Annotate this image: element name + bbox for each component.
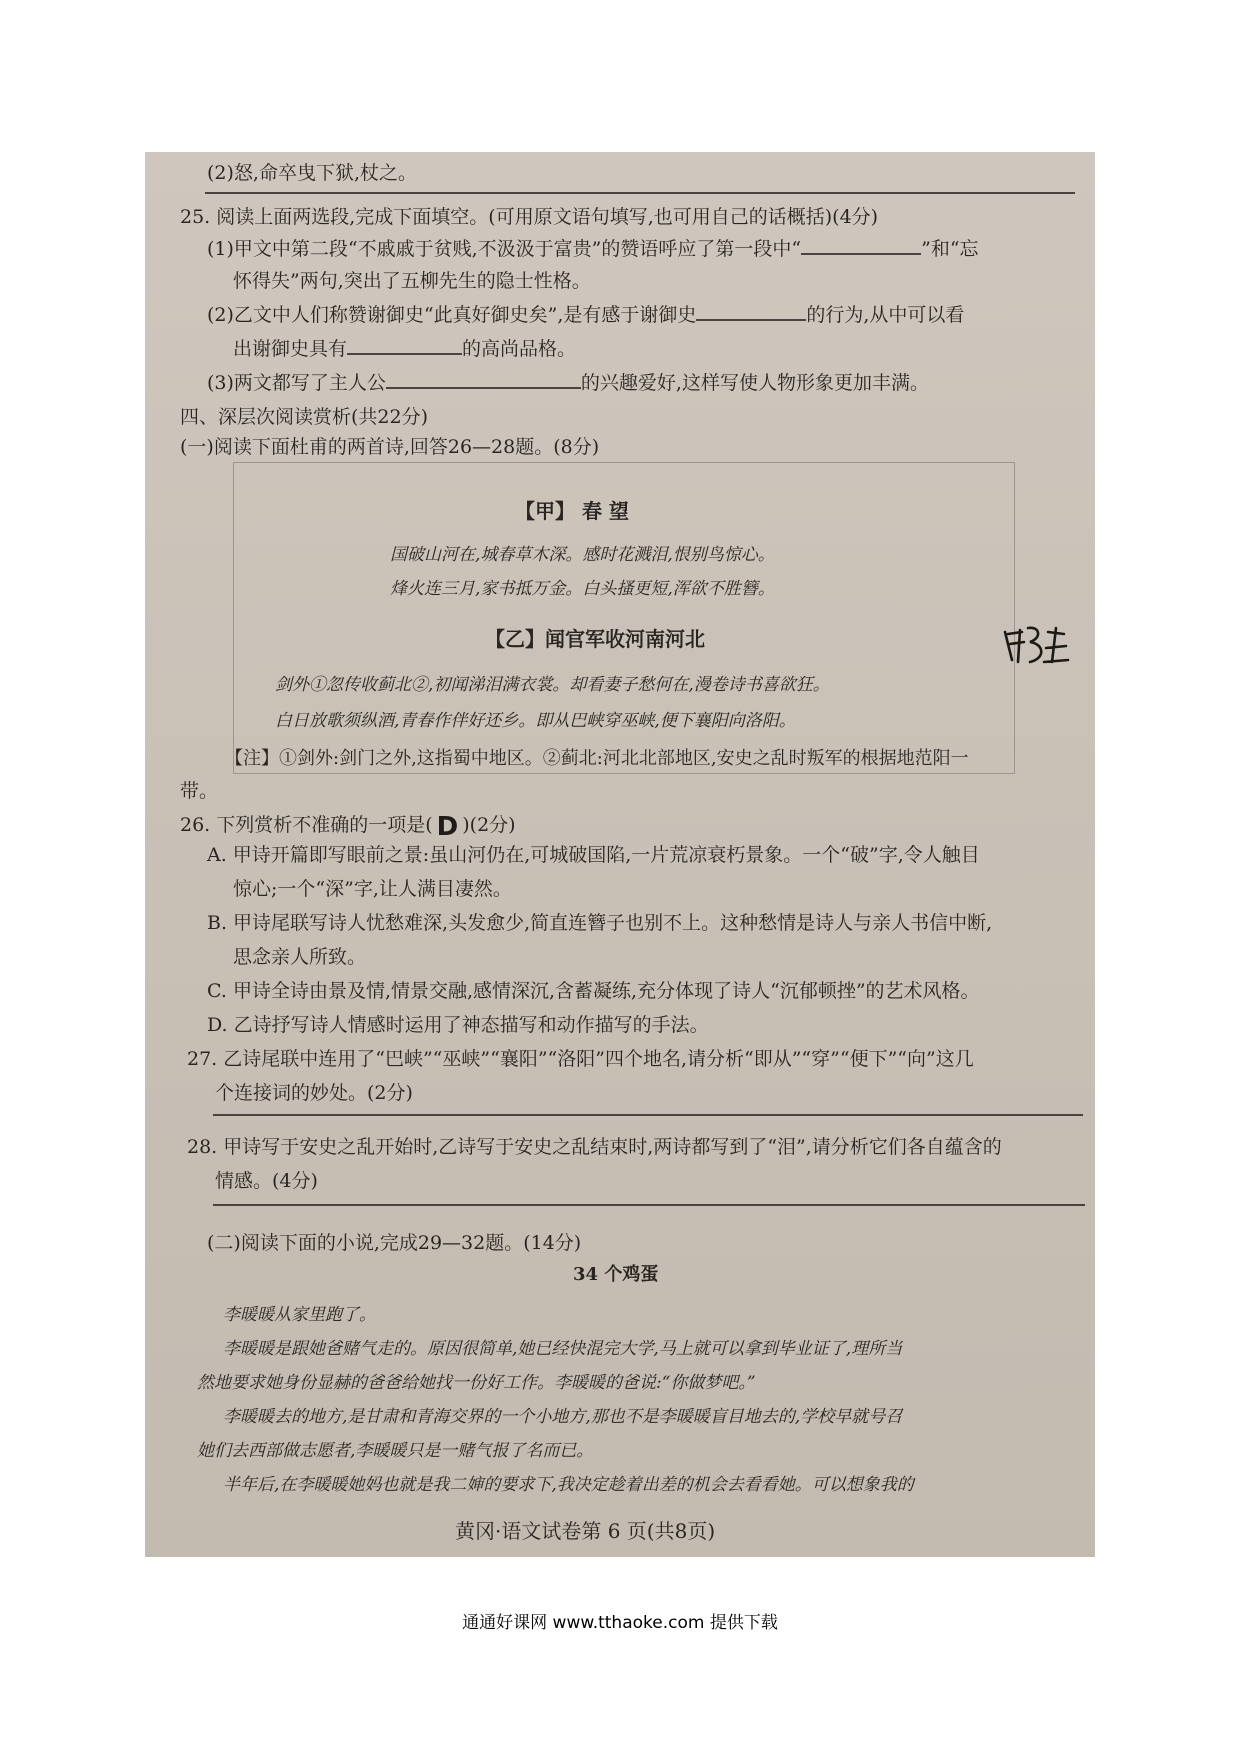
story-title: 34 个鸡蛋 — [573, 1264, 659, 1285]
text-span: (3)两文都写了主人公 — [207, 372, 386, 394]
section-subheading: (一)阅读下面杜甫的两首诗,回答26—28题。(8分) — [180, 436, 600, 458]
text-span: (2)乙文中人们称赞谢御史“此真好御史矣”,是有感于谢御史 — [207, 304, 697, 326]
answer-line — [213, 1204, 1085, 1206]
option-a-cont: 惊心;一个“深”字,让人满目凄然。 — [233, 878, 512, 900]
option-b: B. 甲诗尾联写诗人忧愁难深,头发愈少,简直连簪子也别不上。这种愁情是诗人与亲人书信中断, — [207, 912, 993, 934]
fill-blank[interactable] — [386, 386, 581, 389]
story-paragraph: 半年后,在李暖暖她妈也就是我二婶的要求下,我决定趁着出差的机会去看看她。可以想象我的 — [223, 1475, 914, 1495]
story-paragraph: 李暖暖是跟她爸赌气走的。原因很简单,她已经快混完大学,马上就可以拿到毕业证了,理所当 — [223, 1339, 903, 1359]
text-line: 怀得失”两句,突出了五柳先生的隐士性格。 — [233, 270, 591, 292]
section-heading: 四、深层次阅读赏析(共22分) — [180, 406, 429, 428]
text-span: (1)甲文中第二段“不戚戚于贫贱,不汲汲于富贵”的赞语呼应了第一段中“ — [207, 238, 802, 260]
question-25-3 — [207, 370, 929, 396]
question-27: 27. 乙诗尾联中连用了“巴峡”“巫峡”“襄阳”“洛阳”四个地名,请分析“即从”“穿”“便下”“向”这几 — [187, 1048, 974, 1070]
text-span: 26. 下列赏析不准确的一项是( — [180, 814, 433, 836]
fill-blank[interactable] — [696, 318, 806, 321]
text-line: (2)怒,命卒曳下狱,杖之。 — [207, 162, 417, 184]
option-d: D. 乙诗抒写诗人情感时运用了神态描写和动作描写的手法。 — [207, 1014, 709, 1036]
exam-page-photo — [145, 152, 1095, 1557]
text-span: 出谢御史具有 — [233, 338, 348, 360]
text-span: ”和“忘 — [921, 238, 979, 260]
section-subheading: (二)阅读下面的小说,完成29—32题。(14分) — [207, 1232, 582, 1254]
answer-line — [213, 1114, 1083, 1116]
story-paragraph: 李暖暖从家里跑了。 — [223, 1305, 376, 1325]
handwritten-answer: D — [436, 812, 459, 842]
text-line: 个连接词的妙处。(2分) — [215, 1082, 413, 1104]
poem-a-line: 烽火连三月,家书抵万金。白头搔更短,浑欲不胜簪。 — [390, 579, 775, 599]
annotation-note: 【注】①剑外:剑门之外,这指蜀中地区。②蓟北:河北北部地区,安史之乱时叛军的根据地范阳一 — [225, 748, 969, 769]
poem-b-line: 白日放歌须纵酒,青春作伴好还乡。即从巴峡穿巫峡,便下襄阳向洛阳。 — [275, 711, 796, 731]
question-26 — [180, 810, 516, 842]
question-25-2 — [207, 302, 964, 328]
poem-a-line: 国破山河在,城春草木深。感时花溅泪,恨别鸟惊心。 — [390, 545, 775, 565]
answer-line — [205, 192, 1075, 194]
poem-b-title: 【乙】闻官军收河南河北 — [485, 627, 705, 651]
question-25-1 — [207, 236, 979, 262]
poem-b-line: 剑外①忽传收蓟北②,初闻涕泪满衣裳。却看妻子愁何在,漫卷诗书喜欲狂。 — [275, 675, 830, 695]
option-a: A. 甲诗开篇即写眼前之景:虽山河仍在,可城破国陷,一片荒凉衰朽景象。一个“破”字,令人触目 — [207, 844, 980, 866]
fill-blank[interactable] — [801, 252, 921, 255]
page-footer: 黄冈·语文试卷第 6 页(共8页) — [455, 1519, 716, 1543]
option-c: C. 甲诗全诗由景及情,情景交融,感情深沉,含蓄凝练,充分体现了诗人“沉郁顿挫”的艺术风格。 — [207, 980, 980, 1002]
text-span: 的高尚品格。 — [462, 338, 577, 360]
text-line — [233, 336, 576, 362]
story-paragraph: 李暖暖去的地方,是甘肃和青海交界的一个小地方,那也不是李暖暖盲目地去的,学校早就号召 — [223, 1407, 903, 1427]
question-28: 28. 甲诗写于安史之乱开始时,乙诗写于安史之乱结束时,两诗都写到了“泪”,请分析它们各自蕴含的 — [187, 1136, 1002, 1158]
fill-blank[interactable] — [347, 352, 462, 355]
text-line: 情感。(4分) — [215, 1170, 318, 1192]
site-footer: 通通好课网 www.tthaoke.com 提供下载 — [462, 1613, 778, 1633]
story-paragraph: 然地要求她身份显赫的爸爸给她找一份好工作。李暖暖的爸说:“你做梦吧。” — [197, 1373, 756, 1393]
question-25: 25. 阅读上面两选段,完成下面填空。(可用原文语句填写,也可用自己的话概括)(4分) — [180, 206, 879, 228]
text-span: )(2分) — [462, 814, 516, 836]
annotation-note: 带。 — [180, 780, 219, 802]
text-span: 的行为,从中可以看 — [806, 304, 965, 326]
poem-a-title: 【甲】 春 望 — [515, 499, 629, 523]
option-b-cont: 思念亲人所致。 — [233, 946, 367, 968]
story-paragraph: 她们去西部做志愿者,李暖暖只是一赌气报了名而已。 — [197, 1441, 594, 1461]
handwritten-mark-icon — [1000, 622, 1070, 667]
text-span: 的兴趣爱好,这样写使人物形象更加丰满。 — [580, 372, 929, 394]
